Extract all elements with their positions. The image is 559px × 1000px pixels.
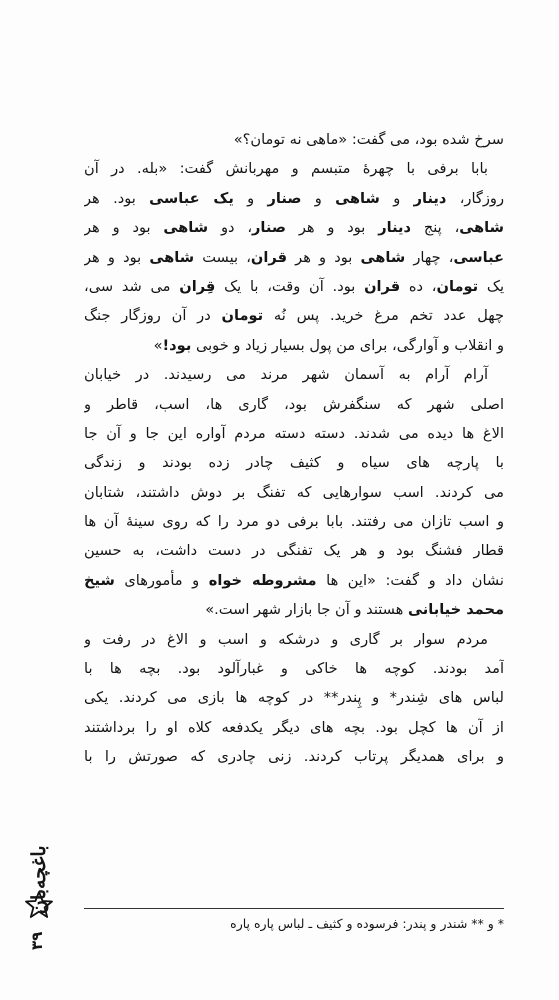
- text-segment: »: [153, 336, 163, 354]
- footnote: * و ** شندر و پندر: فرسوده و کثیف ـ لباس پاره پاره: [230, 916, 504, 931]
- text-segment: یک: [478, 277, 504, 295]
- text-segment: و: [379, 189, 414, 207]
- text-segment: ، ده: [400, 277, 437, 295]
- bold-term: تومان: [436, 277, 479, 295]
- text-line: [84, 213, 504, 242]
- text-line: [84, 301, 504, 330]
- text-line: [84, 566, 504, 595]
- text-segment: آرام آرام به آسمان شهر مرند می رسیدند. در خیابان: [84, 366, 488, 384]
- bold-term: قران: [250, 248, 287, 266]
- text-segment: بود. آن وقت، با یک: [215, 277, 365, 295]
- text-segment: قطار فشنگ بود و هر یک تفنگی در دست داشت، به حسین: [84, 542, 504, 560]
- text-line: [84, 595, 504, 624]
- text-segment: و: [301, 189, 336, 207]
- text-segment: با پارچه های سیاه و کثیف چادر زده بودند و زندگی: [84, 454, 504, 472]
- text-line: [84, 742, 504, 771]
- text-segment: و اسب تازان می رفتند. بابا برفی دو مرد را که روی سینهٔ آن ها: [84, 513, 504, 531]
- text-segment: ، دو: [208, 219, 253, 237]
- text-segment: بود و هر: [84, 219, 164, 237]
- text-segment: و مأمورهای: [114, 571, 209, 589]
- text-segment: از آن ها کچل بود. بچه های دیگر یکدفعه کلاه او را برداشتند: [84, 718, 504, 736]
- running-title: باغچه‌بان: [28, 845, 50, 915]
- text-line: [84, 507, 504, 536]
- text-segment: و برای همدیگر پرتاب کردند. زنی چادری که صورتش را با: [84, 748, 504, 766]
- bold-term: شاهی: [163, 219, 209, 237]
- page-number: ۳۹: [28, 931, 46, 951]
- text-segment: در آن روزگار جنگ: [84, 307, 222, 325]
- body-text: [84, 125, 504, 772]
- bold-term: شاهی: [149, 248, 195, 266]
- text-segment: بود. هر: [84, 189, 150, 207]
- text-line: [84, 272, 504, 301]
- bold-term: شاهی: [360, 248, 406, 266]
- bold-term: مشروطه خواه: [208, 571, 317, 589]
- text-line: [84, 360, 504, 389]
- text-line: [84, 390, 504, 419]
- text-segment: ، پنج: [411, 219, 460, 237]
- bold-term: شاهی: [335, 189, 380, 207]
- text-segment: و انقلاب و آوارگی، برای من پول بسیار زیاد و خوبی: [191, 336, 504, 354]
- bold-term: صنار: [252, 219, 286, 237]
- page-margin-header: [6, 800, 68, 970]
- bold-term: بود!: [162, 336, 192, 354]
- text-segment: سرخ شده بود، می گفت: «ماهی نه تومان؟»: [233, 131, 504, 148]
- bold-term: تومان: [221, 307, 264, 325]
- text-segment: مردم سوار بر گاری و درشکه و اسب و الاغ در رفت و: [84, 630, 488, 648]
- text-segment: می شد سی،: [84, 277, 180, 295]
- text-line: [84, 331, 504, 360]
- bold-term: شاهی: [459, 219, 504, 237]
- text-line: [84, 478, 504, 507]
- text-line: [84, 713, 504, 742]
- bold-term: قران: [364, 277, 401, 295]
- bold-term: یک عباسی: [149, 189, 234, 207]
- star-icon: [24, 890, 54, 920]
- text-segment: می کردند. اسب سوارهایی که تفنگ بر دوش داشتند، شتابان: [84, 483, 504, 501]
- text-segment: لباس های شِندر* و پِندر** در کوچه ها بازی می کردند. یکی: [84, 689, 504, 707]
- bold-term: عباسی: [453, 248, 504, 266]
- text-segment: آمد بودند. کوچه ها خاکی و غبارآلود بود. بچه ها با: [84, 660, 504, 678]
- text-segment: بود و هر: [285, 219, 379, 237]
- text-line: [84, 125, 504, 154]
- text-line: [84, 243, 504, 272]
- text-segment: اصلی شهر که سنگفرش بود، گاری ها، اسب، قاطر و: [84, 395, 504, 413]
- text-segment: هستند و آن جا بازار شهر است.»: [205, 601, 408, 619]
- text-line: [84, 683, 504, 712]
- text-segment: نشان داد و گفت: «این ها: [316, 571, 504, 589]
- text-segment: بود و هر: [84, 248, 150, 266]
- text-segment: و: [233, 189, 268, 207]
- text-segment: بود و هر: [287, 248, 361, 266]
- bold-term: قِران: [179, 277, 216, 295]
- footnote-divider: [84, 908, 504, 909]
- text-line: [84, 625, 504, 654]
- bold-term: شیخ: [84, 571, 115, 589]
- text-line: [84, 419, 504, 448]
- text-line: [84, 184, 504, 213]
- text-line: [84, 448, 504, 477]
- bold-term: محمد خیابانی: [407, 601, 504, 619]
- bold-term: دینار: [378, 219, 412, 237]
- text-line: [84, 154, 504, 183]
- text-segment: روزگار،: [446, 189, 504, 207]
- text-line: [84, 536, 504, 565]
- text-line: [84, 654, 504, 683]
- text-segment: چهل عدد تخم مرغ خرید. پس نُه: [263, 307, 504, 325]
- text-segment: بابا برفی با چهرهٔ متبسم و مهربانش گفت: «بله. در آن: [84, 160, 488, 178]
- bold-term: دینار: [413, 189, 447, 207]
- text-segment: ، بیست: [194, 248, 251, 266]
- text-segment: ، چهار: [405, 248, 454, 266]
- bold-term: صنار: [267, 189, 302, 207]
- text-segment: الاغ ها دیده می شدند. دسته دسته مردم آواره این جا و آن جا: [84, 424, 504, 442]
